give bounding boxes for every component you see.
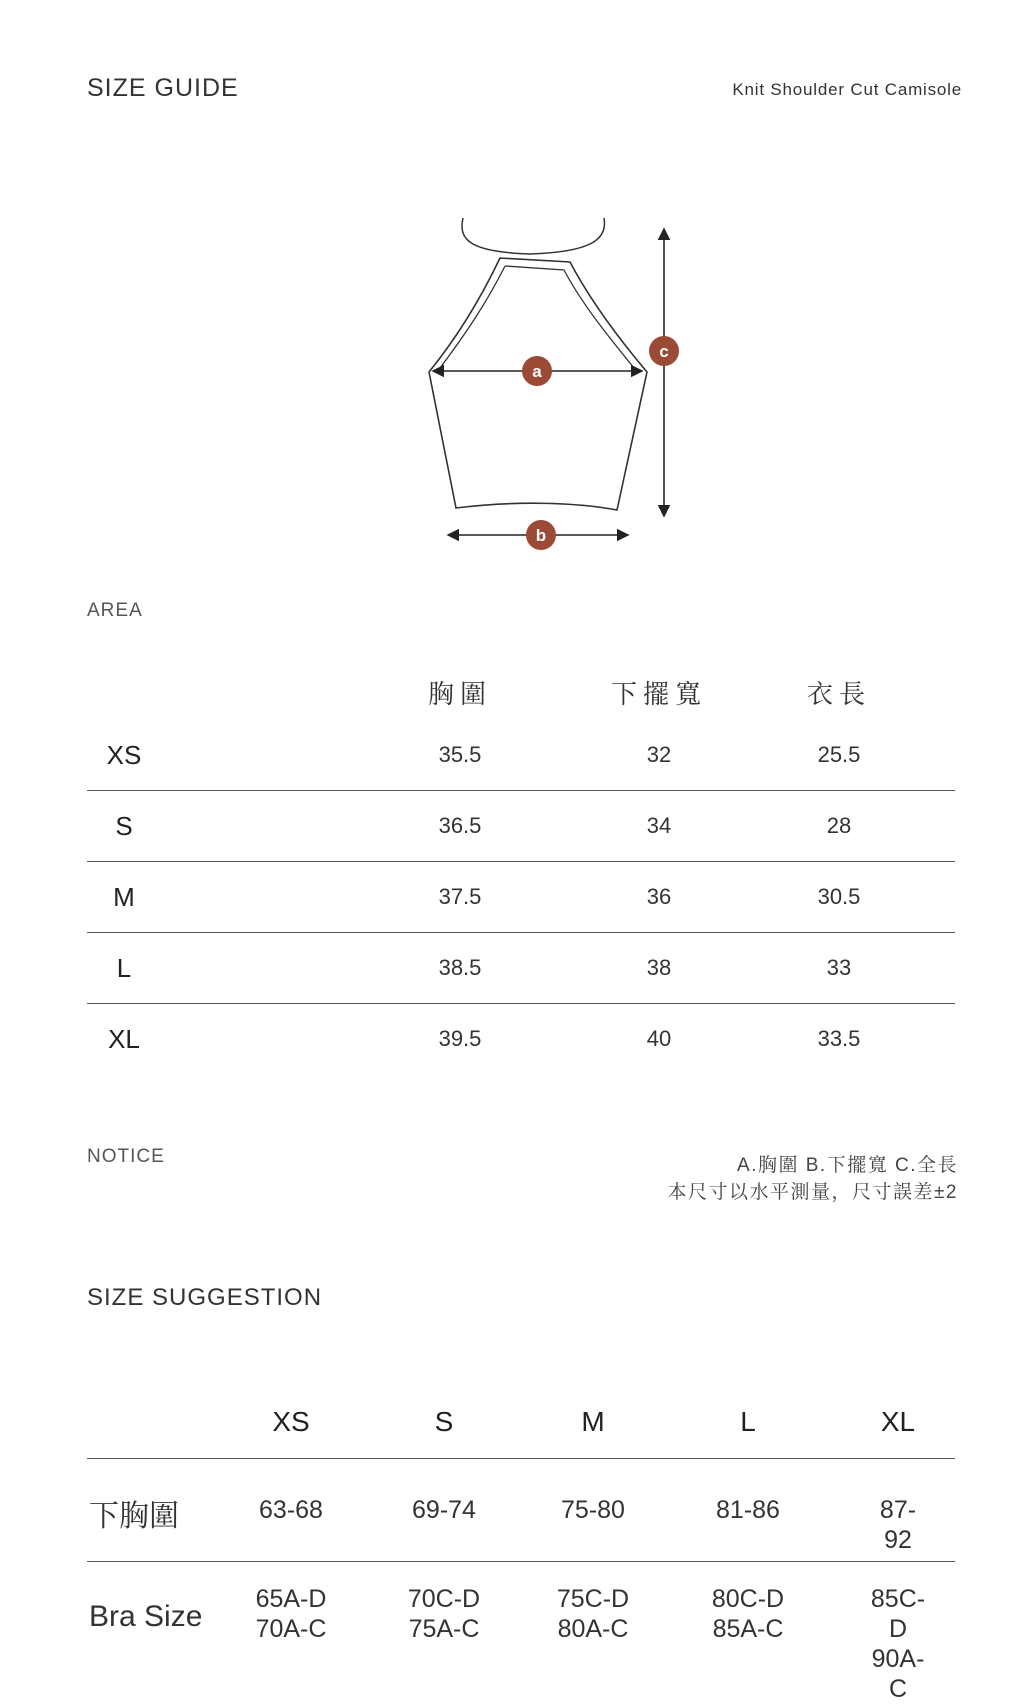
length-value: 30.5 (817, 884, 861, 909)
suggestion-size-s: S (434, 1406, 454, 1437)
length-value: 28 (826, 813, 852, 838)
size-label: M (113, 882, 135, 912)
bra-size-line: 80C-D (711, 1585, 785, 1613)
bra-size-line: 85A-C (712, 1615, 784, 1643)
hem-width-value: 40 (646, 1026, 672, 1051)
bra-size-value (557, 1584, 629, 1644)
table-row (87, 720, 955, 791)
size-label: XL (108, 1024, 140, 1054)
hem-width-value: 34 (646, 813, 672, 838)
size-label: L (116, 953, 132, 983)
bra-size-line: 90A-C (871, 1645, 925, 1703)
underbust-label: 下胸圍 (89, 1500, 179, 1533)
table-row (87, 933, 955, 1004)
chest-value: 37.5 (438, 884, 482, 909)
bra-size-value (256, 1584, 327, 1644)
column-header-hem-width: 下擺寬 (610, 679, 708, 709)
chest-value: 35.5 (438, 742, 482, 767)
size-suggestion-table (87, 1378, 955, 1703)
notice-line-1: A.胸圍 B.下擺寬 C.全長 (737, 1155, 958, 1176)
column-header-length: 衣長 (806, 679, 872, 709)
garment-diagram (400, 200, 700, 570)
chest-value: 36.5 (438, 813, 482, 838)
suggestion-size-xs: XS (272, 1406, 310, 1437)
chest-value: 38.5 (438, 955, 482, 980)
size-label: XS (106, 740, 142, 770)
size-suggestion-label: SIZE SUGGESTION (87, 1284, 323, 1311)
product-name: Knit Shoulder Cut Camisole (732, 80, 962, 99)
bra-size-line: 85C-D (870, 1585, 926, 1643)
underbust-value: 87-92 (879, 1496, 917, 1554)
marker-a (522, 356, 552, 386)
bra-size-line: 70C-D (407, 1585, 481, 1613)
bra-size-value (712, 1584, 784, 1644)
suggestion-size-m: M (581, 1406, 605, 1437)
hem-width-value: 36 (646, 884, 672, 909)
underbust-value: 63-68 (259, 1496, 323, 1524)
underbust-row (87, 1459, 955, 1562)
notice-section-label: NOTICE (87, 1146, 165, 1167)
svg-text:b: b (535, 526, 547, 545)
bra-size-line: 65A-D (255, 1585, 327, 1613)
notice-text (668, 1152, 959, 1206)
notice-line-2: 本尺寸以水平測量，尺寸誤差±2 (667, 1182, 958, 1203)
bra-size-value (408, 1584, 480, 1644)
column-header-chest: 胸圍 (427, 679, 493, 709)
marker-c (649, 336, 679, 366)
bra-size-line: 70A-C (255, 1615, 327, 1643)
size-table-header (87, 660, 955, 720)
underbust-value: 81-86 (716, 1496, 780, 1524)
table-row (87, 791, 955, 862)
size-table (87, 660, 955, 1074)
area-section-label: AREA (87, 600, 143, 621)
svg-text:a: a (532, 362, 542, 381)
marker-b (526, 520, 556, 550)
suggestion-header-row (87, 1378, 955, 1459)
underbust-value: 69-74 (412, 1496, 476, 1524)
page-title: SIZE GUIDE (87, 74, 239, 102)
suggestion-size-l: L (740, 1406, 756, 1437)
svg-text:c: c (659, 342, 669, 361)
chest-value: 39.5 (438, 1026, 482, 1051)
suggestion-size-xl: XL (880, 1406, 916, 1437)
table-row (87, 1004, 955, 1074)
length-value: 25.5 (817, 742, 861, 767)
bra-size-value (870, 1584, 927, 1704)
length-value: 33.5 (817, 1026, 861, 1051)
hem-width-value: 32 (646, 742, 672, 767)
hem-width-value: 38 (646, 955, 672, 980)
bra-size-line: 75A-C (408, 1615, 480, 1643)
length-value: 33 (826, 955, 852, 980)
bra-size-line: 75C-D (556, 1585, 630, 1613)
neckline (462, 218, 605, 254)
table-row (87, 862, 955, 933)
underbust-value: 75-80 (561, 1496, 625, 1524)
size-label: S (115, 811, 133, 841)
bra-size-row (87, 1562, 955, 1703)
bra-size-label: Bra Size (89, 1600, 203, 1633)
bra-size-line: 80A-C (557, 1615, 629, 1643)
